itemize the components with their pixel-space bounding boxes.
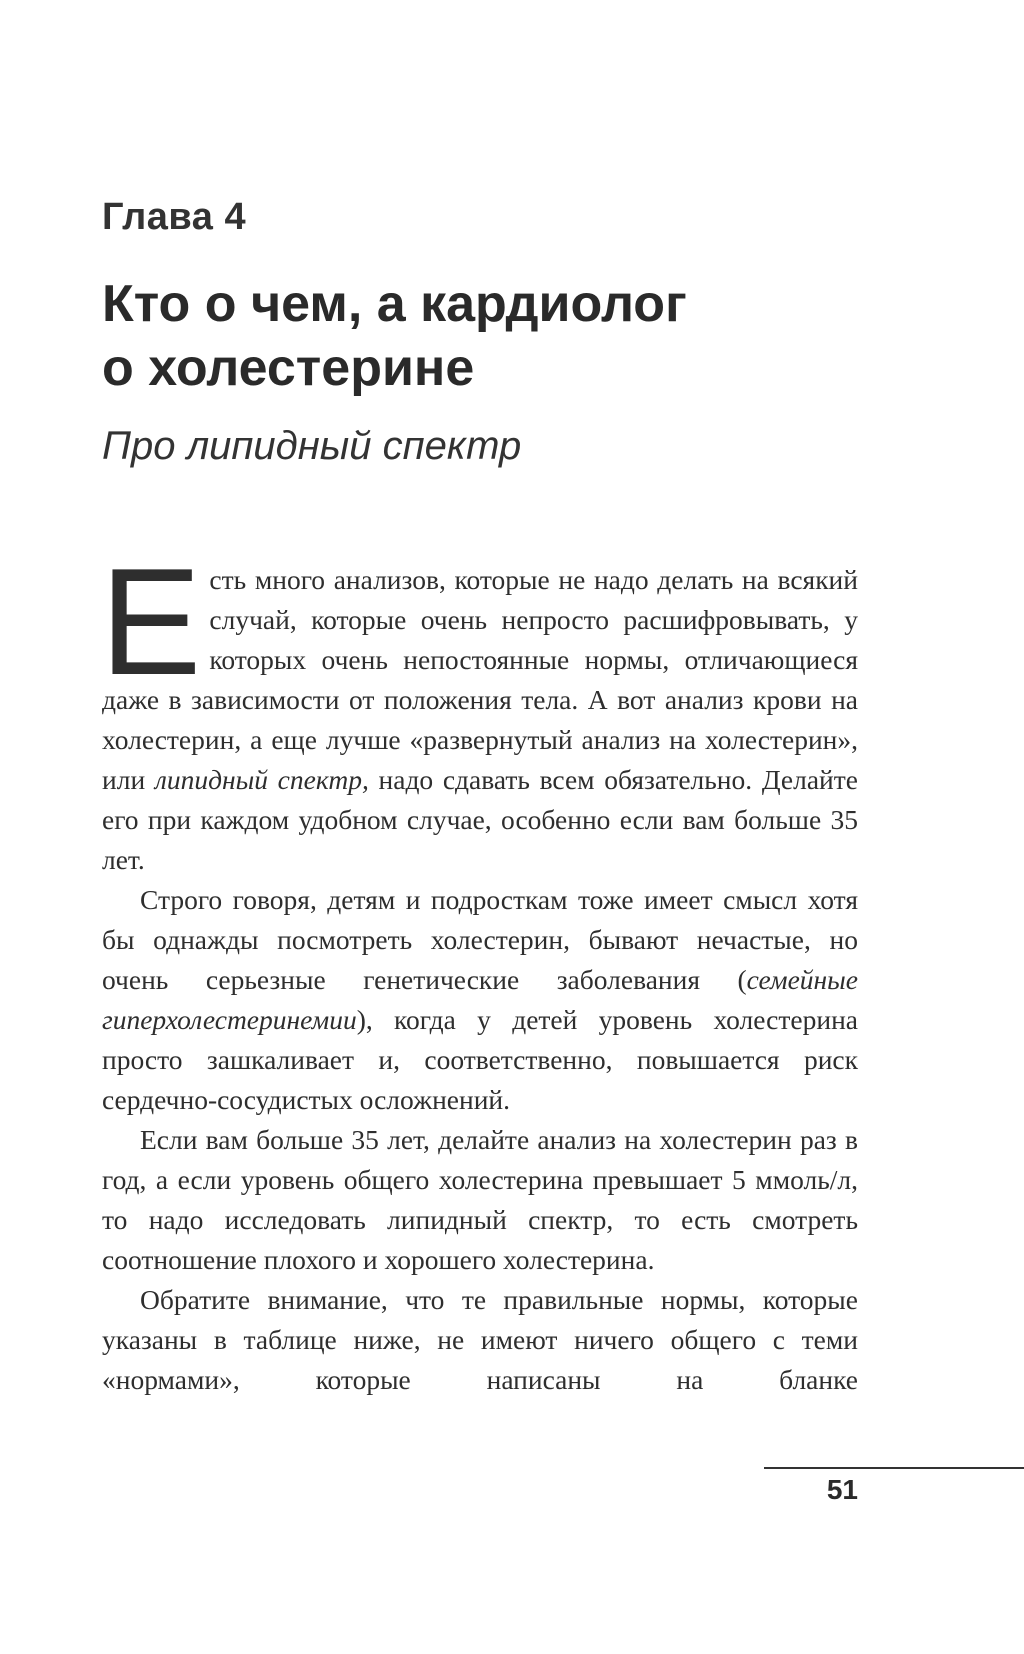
chapter-title xyxy=(102,272,862,400)
chapter-title-line-1: Кто о чем, а кардиолог xyxy=(102,275,687,333)
paragraph-1-text-a: сть много анализов, которые не надо делать на всякий случай, которые очень непросто расшифровывать, у которых очень непостоянные нормы, отличающиеся даже в зависимости от положения тела. А вот анализ крови на холестерин, а еще лучше «развернутый анализ на холестерин», или xyxy=(102,564,858,795)
chapter-subtitle: Про липидный спектр xyxy=(102,424,522,468)
paragraph-2-italic: семейные гиперхолестеринемии xyxy=(102,964,858,1035)
chapter-title-line-2: о холестерине xyxy=(102,339,475,397)
drop-cap: Е xyxy=(100,537,202,707)
footer-rule xyxy=(764,1467,1024,1469)
paragraph-2 xyxy=(102,880,858,1120)
body-text xyxy=(100,537,858,1400)
paragraph-3 xyxy=(102,1120,858,1280)
page-number: 51 xyxy=(826,1474,858,1505)
paragraph-2-text-a: Строго говоря, детям и подросткам тоже имеет смысл хотя бы однажды посмотреть холестерин, бывают нечастые, но очень серьезные генетические заболевания ( xyxy=(102,884,858,995)
paragraph-1-italic: липидный спектр, xyxy=(154,764,369,795)
paragraph-4 xyxy=(102,1280,858,1400)
paragraph-1-text-b: надо сдавать всем обязательно. Делайте его при каждом удобном случае, особенно если вам больше 35 лет. xyxy=(102,764,858,875)
chapter-label: Глава 4 xyxy=(102,196,247,238)
paragraph-2-text-b: ), когда у детей уровень холестерина просто зашкаливает и, соответственно, повышается риск сердечно-сосудистых осложнений. xyxy=(102,1004,858,1115)
paragraph-4-text: Обратите внимание, что те правильные нормы, которые указаны в таблице ниже, не имеют ничего общего с теми «нормами», которые написаны на бланке xyxy=(102,1284,858,1395)
paragraph-3-text: Если вам больше 35 лет, делайте анализ на холестерин раз в год, а если уровень общего холестерина превышает 5 ммоль/л, то надо исследовать липидный спектр, то есть смотреть соотношение плохого и хорошего холестерина. xyxy=(102,1124,858,1275)
paragraph-1 xyxy=(100,537,858,880)
